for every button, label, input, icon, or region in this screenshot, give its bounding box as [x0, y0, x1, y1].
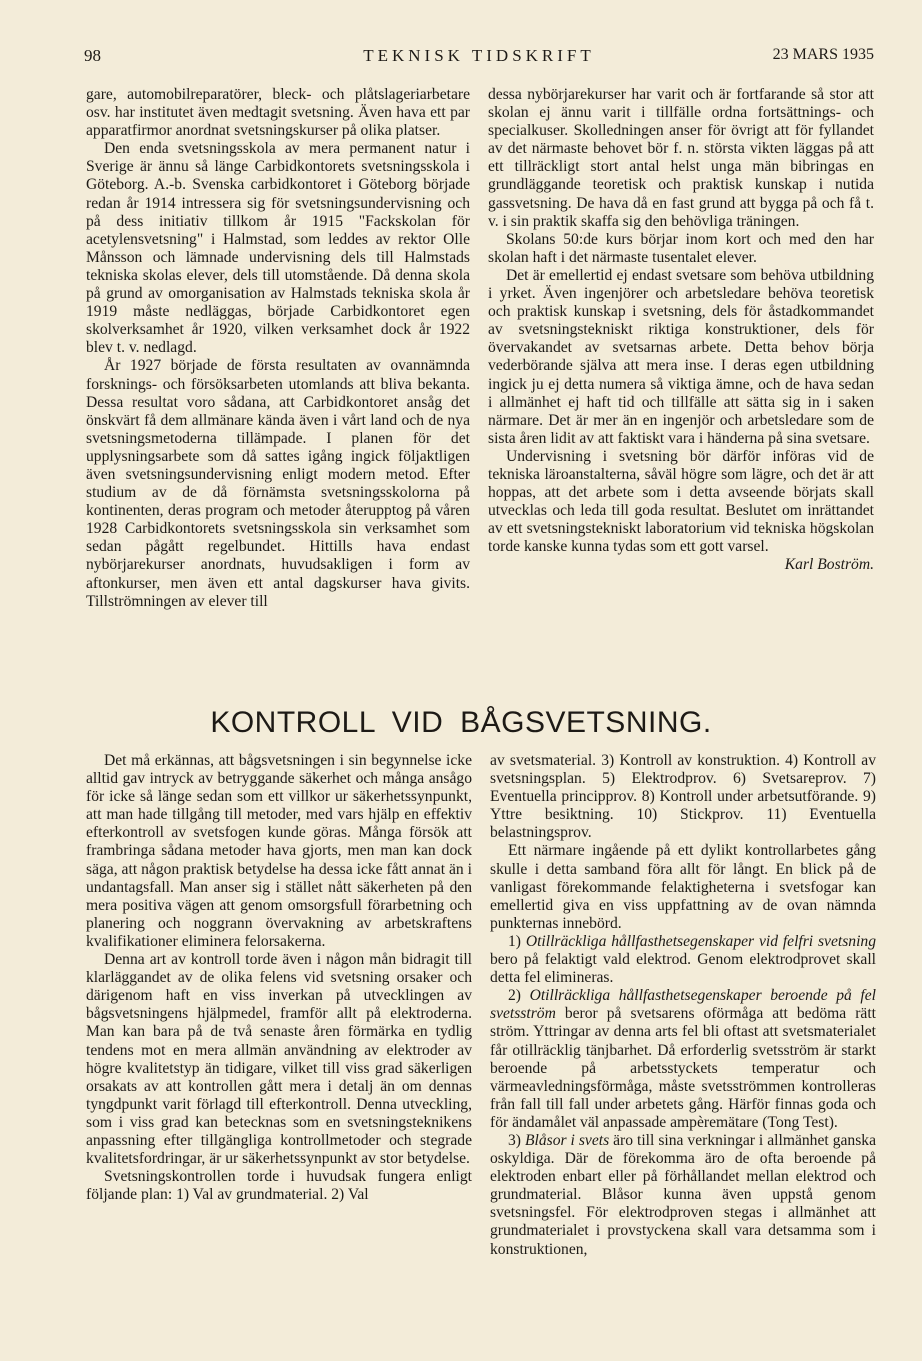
page-header [84, 46, 874, 76]
upper-left-column [86, 86, 470, 611]
paragraph: Undervisning i svetsning bör därför införas vid de tekniska läroanstalterna, såväl högre som lägre, och det är att hoppas, att det arbete som i detta avseende börjats skall utvecklas och leda till goda resultat. Beslutet om inrättandet av ett svetsningstekniskt laboratorium vid tekniska högskolan torde kanske kunna tydas som ett gott varsel. [488, 447, 874, 556]
list-item [490, 933, 876, 987]
paragraph: Den enda svetsningsskola av mera permanent natur i Sverige är ännu så länge Carbidkontorets svetsningsskola i Göteborg. A.-b. Svenska carbidkontoret i Göteborg började redan år 1914 intressera sig för svetsningsundervisning och på dess initiativ tillkom år 1915 "Fackskolan för acetylensvetsning" i Halmstad, som leddes av rektor Olle Månsson och lämnade undervisning dels till Halmstads tekniska skolas elever, dels till utomstående. Då denna skola på grund av omorganisation av Halmstads tekniska skola år 1919 måste nedläggas, började Carbidkontoret egen skolverksamhet år 1920, vilken verksamhet dock år 1922 blev t. v. nedlagd. [86, 140, 470, 357]
lower-left-column [86, 752, 472, 1204]
paragraph: Denna art av kontroll torde även i någon mån bidragit till klarläggandet av de olika felens vid svetsning orsaker och därigenom haft en viss inverkan på utvecklingen av bågsvetsningens hjälpmedel, framför allt på elektroderna. Man kan bara på de två senaste åren förmärka en tydlig tendens mot en mera allmän användning av elektroder av högre kvalitetstyp än tidigare, vilket till viss grad säkerligen orsakats av att kontrollen gått mera i detalj än om dennas tyngdpunkt varit förlagd till efterkontroll. Denna utveckling, som i viss grad kan betecknas som en svetsningsteknikens anpassning efter tillgängliga kontrollmetoder och stegrade kvalitetsfordringar, är ur säkerhetssynpunkt av stor betydelse. [86, 951, 472, 1168]
item-label: 2) [508, 987, 530, 1005]
paragraph: Det är emellertid ej endast svetsare som behöva utbildning i yrket. Även ingenjörer och arbetsledare behöva teoretisk och praktisk kunskap i svetsning, dels för åstadkommandet av svetsningstekniskt riktiga konstruktioner, dels för övervakandet av svetsarnas arbete. Detta behov börja vederbörande själva att mera inse. I deras egen utbildning ingick ju ej detta numera så viktiga ämne, och de hava sedan i allmänhet ej haft tid och tillfälle att sätta sig in i saken närmare. Det är mer än en ingenjör och arbetsledare som de sista åren lidit av att faktiskt vara i händerna på sina svetsare. [488, 266, 874, 447]
upper-right-column [488, 86, 874, 575]
list-item [490, 1132, 876, 1259]
item-heading: Otillräckliga hållfasthetsegenskaper beroende på fel svetsström [490, 987, 876, 1023]
item-heading: Blåsor i svets [524, 1131, 610, 1149]
author-signature: Karl Boström. [784, 556, 874, 574]
item-label: 1) [508, 932, 526, 950]
paragraph: gare, automobilreparatörer, bleck- och plåtslageriarbetare osv. har institutet även medtagit svetsning. Även hava ett par apparatfirmor anordnat svetsningskurser på olika platser. [86, 86, 470, 140]
paragraph: År 1927 började de första resultaten av ovannämnda forsknings- och försöksarbeten utomlands att bliva bekanta. Dessa resultat voro sådana, att Carbidkontoret ansåg det önskvärt få dem allmänare kända även i vårt land och de nya svetsningsmetoderna tillämpade. I planen för det upplysningsarbete som då sattes igång ingick följaktligen även svetsningsundervisning enligt modern metod. Efter studium av de då förnämsta svetsningsskolorna på kontinenten, deras program och metoder återupptog på våren 1928 Carbidkontorets svetsningsskola sin verksamhet som sedan pågått regelbundet. Hittills hava endast nybörjarekurser anordnats, huvudsakligen i form av aftonkurser, men även ett antal dagskurser hava givits. Tillströmningen av elever till [86, 357, 470, 610]
item-text: beror på svetsarens oförmåga att bedöma rätt ström. Yttringar av denna arts fel bli oftast att svetsmaterialet får otillräcklig tänjbarhet. Då erforderlig svetsström är starkt beroende på arbetsstyckets temperatur och värmeavledningsförmåga, måste svetsströmmen kontrolleras från fall till fall under arbetets gång. Härför finnas goda och för ändamålet väl anpassade ampèremätare (Tong Test). [490, 1005, 876, 1131]
journal-title: TEKNISK TIDSKRIFT [363, 46, 595, 65]
item-label: 3) [508, 1131, 525, 1149]
list-item [490, 987, 876, 1132]
page-number: 98 [84, 46, 101, 65]
article-title: KONTROLL VID BÅGSVETSNING. [210, 706, 712, 739]
item-text: bero på felaktigt vald elektrod. Genom elektrodprovet skall detta fel elimineras. [490, 951, 876, 987]
paragraph: av svetsmaterial. 3) Kontroll av konstruktion. 4) Kontroll av svetsningsplan. 5) Elektrodprov. 6) Svetsareprov. 7) Eventuella principprov. 8) Kontroll under arbetsutförande. 9) Yttre besiktning. 10) Stickprov. 11) Eventuella belastningsprov. [490, 752, 876, 842]
paragraph: Skolans 50:de kurs börjar inom kort och med den har skolan haft i det närmaste tusentalet elever. [488, 230, 874, 266]
item-heading: Otillräckliga hållfasthetsegenskaper vid felfri svetsning [525, 932, 877, 950]
paragraph: Ett närmare ingående på ett dylikt kontrollarbetes gång skulle i detta samband föra allt för långt. En blick på de vanligast förekommande felaktigheterna i svetsfogar kan emellertid giva en viss uppfattning av de ovan nämnda punkternas innebörd. [490, 842, 876, 932]
paragraph: Svetsningskontrollen torde i huvudsak fungera enligt följande plan: 1) Val av grundmaterial. 2) Val [86, 1168, 472, 1204]
issue-date: 23 MARS 1935 [772, 46, 874, 63]
item-text: äro till sina verkningar i allmänhet ganska oskyldiga. Där de förekomma äro de ofta beroende på elektroden enbart eller på förhållandet mellan elektrod och grundmaterial. Blåsor kunna även uppstå genom svetsningsfel. För elektrodproven stegas i allmänhet att grundmaterialet i provstyckena skall vara detsamma som i konstruktionen, [490, 1131, 877, 1258]
lower-right-column [490, 752, 876, 1259]
paragraph: dessa nybörjarekurser har varit och är fortfarande så stor att skolan ej ännu varit i tillfälle ordna fortsättnings- och specialkuser. Skolledningen anser för övrigt att för fyllandet av det närmaste behovet bör f. n. största vikten läggas på att ett tillräckligt stort antal helst unga män bibringas en grundläggande teoretisk och praktisk kunskap i nutida gassvetsning. De hava då en fast grund att bygga på och få t. v. i sin praktik skaffa sig den behövliga träningen. [488, 86, 874, 230]
paragraph: Det må erkännas, att bågsvetsningen i sin begynnelse icke alltid gav intryck av betryggande säkerhet och många ansågo för icke så länge sedan som ett villkor ur säkerhetssynpunkt, att man hade tillgång till metoder, med vars hjälp en effektiv efterkontroll av svetsfogen kunde göras. Många försök att frambringa sådana metoder hava gjorts, men man kan dock säga, att någon praktisk betydelse ha dessa icke fått annat än i undantagsfall. Man anser sig i stället nått säkerheten på den mera positiva vägen att genom omsorgsfull förarbetning och planering och noggrann övervakning av arbetskraftens kvalifikationer eliminera felorsakerna. [86, 752, 472, 950]
